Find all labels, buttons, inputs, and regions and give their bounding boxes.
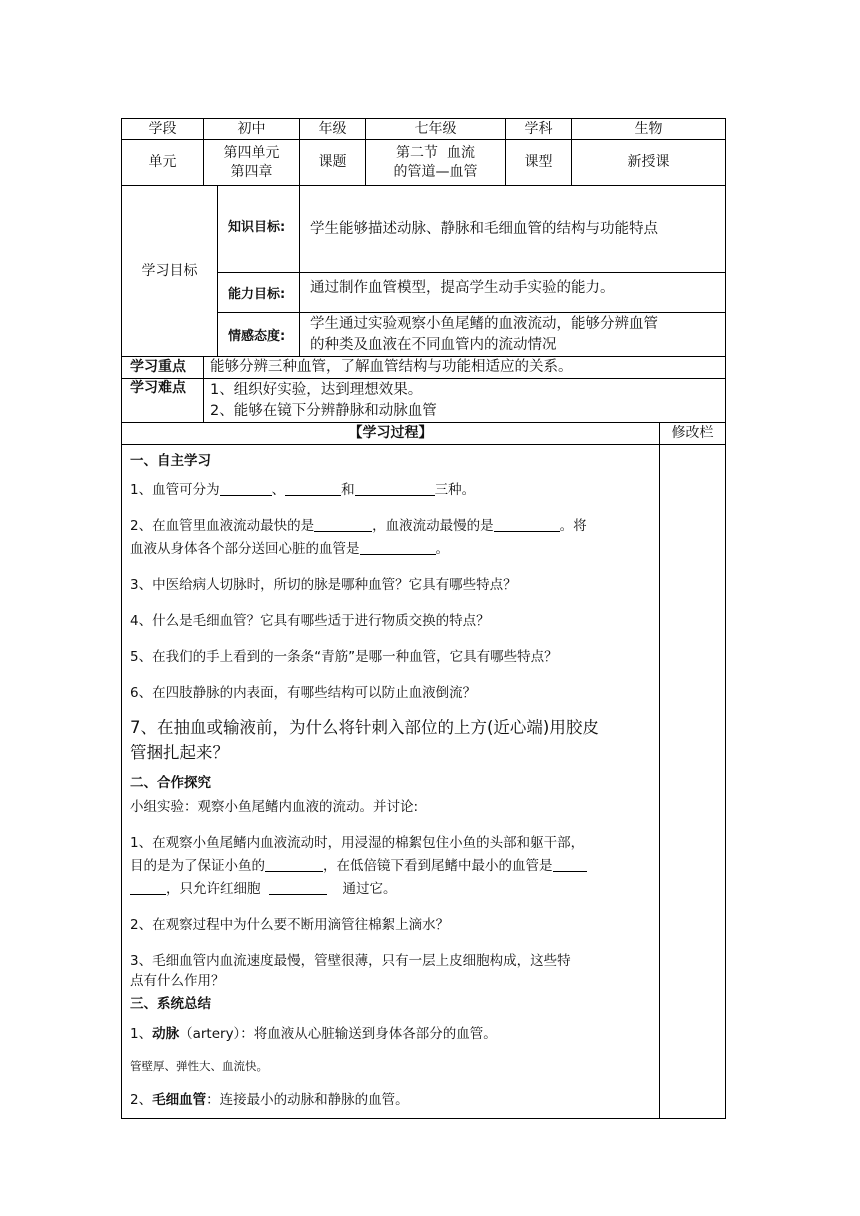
type-value: 新授课	[572, 140, 726, 186]
question-3: 3、中医给病人切脉时，所切的脉是哪种血管？它具有哪些特点？	[130, 577, 517, 593]
difficulty-label: 学习难点	[122, 379, 204, 423]
question-7-line-1: 7、在抽血或输液前，为什么将针刺入部位的上方(近心端)用胶皮	[130, 718, 599, 737]
focus-label: 学习重点	[122, 357, 204, 379]
unit-value	[204, 140, 300, 186]
topic-value-line-2: 的管道—血管	[393, 163, 478, 180]
section-cooperation-title: 二、合作探究	[130, 775, 211, 791]
group-experiment-intro: 小组实验：观察小鱼尾鳍内血液的流动。并讨论:	[130, 799, 419, 815]
cooperation-question-1: 1、在观察小鱼尾鳍内血液流动时，用浸湿的棉絮包住小鱼的头部和躯干部，	[130, 835, 585, 851]
difficulty-text	[204, 379, 726, 423]
section-self-study-title: 一、自主学习	[130, 453, 211, 469]
summary-artery: 1、动脉（artery）：将血液从心脏输送到身体各部分的血管。	[130, 1026, 497, 1042]
process-header: 【学习过程】	[122, 423, 660, 445]
revision-column	[660, 445, 726, 1119]
type-label: 课型	[506, 140, 572, 186]
cooperation-question-3: 3、毛细血管内血流速度最慢，管壁很薄，只有一层上皮细胞构成，这些特 点有什么作用？	[130, 953, 571, 989]
emotion-goal-text	[300, 313, 726, 357]
focus-row	[122, 357, 726, 379]
header-row-2	[122, 140, 726, 186]
difficulty-item-1: 1、组织好实验，达到理想效果。	[210, 381, 423, 398]
question-4: 4、什么是毛细血管？它具有哪些适于进行物质交换的特点？	[130, 613, 490, 629]
question-2: 2、在血管里血液流动最快的是 ，血液流动最慢的是 。将	[130, 518, 587, 534]
stage-label: 学段	[122, 119, 204, 140]
emotion-goal-line-1: 学生通过实验观察小鱼尾鳍的血液流动，能够分辨血管	[310, 315, 658, 332]
question-2-line-2: 血液从身体各个部分送回心脏的血管是 。	[130, 541, 449, 557]
difficulty-row	[122, 379, 726, 423]
question-7	[130, 715, 653, 765]
process-header-row	[122, 423, 726, 445]
unit-value-line-1: 第四单元	[223, 144, 280, 161]
cooperation-question-1-line-2: 目的是为了保证小鱼的 ，在低倍镜下看到尾鳍中最小的血管是	[130, 856, 653, 876]
question-1: 1、血管可分为 、 和 三种。	[130, 482, 476, 498]
subject-label: 学科	[506, 119, 572, 140]
stage-value: 初中	[204, 119, 300, 140]
question-7-line-2: 管捆扎起来？	[130, 743, 229, 762]
section-summary-title: 三、系统总结	[130, 996, 211, 1012]
unit-label: 单元	[122, 140, 204, 186]
lesson-plan-table	[121, 118, 726, 1119]
emotion-goal-line-2: 的种类及血液在不同血管内的流动情况	[310, 336, 557, 353]
goal-knowledge-row	[122, 186, 726, 273]
focus-text: 能够分辨三种血管，了解血管结构与功能相适应的关系。	[204, 357, 726, 379]
difficulty-item-2: 2、能够在镜下分辨静脉和动脉血管	[210, 402, 437, 419]
topic-value	[366, 140, 506, 186]
cooperation-question-2: 2、在观察过程中为什么要不断用滴管往棉絮上滴水？	[130, 917, 450, 933]
question-5: 5、在我们的手上看到的一条条“青筋”是哪一种血管，它具有哪些特点？	[130, 649, 558, 665]
emotion-goal-label: 情感态度:	[218, 313, 300, 357]
process-content	[122, 445, 660, 1119]
knowledge-goal-text: 学生能够描述动脉、静脉和毛细血管的结构与功能特点	[300, 186, 726, 273]
cooperation-question-1-line-3: ，只允许红细胞 通过它。	[130, 879, 653, 899]
grade-label: 年级	[300, 119, 366, 140]
revision-column-header: 修改栏	[660, 423, 726, 445]
knowledge-goal-label: 知识目标:	[218, 186, 300, 273]
ability-goal-text: 通过制作血管模型，提高学生动手实验的能力。	[300, 273, 726, 313]
goals-label: 学习目标	[122, 186, 218, 357]
topic-value-line-1: 第二节 血流	[396, 144, 475, 161]
summary-capillary: 2、毛细血管：连接最小的动脉和静脉的血管。	[130, 1092, 409, 1108]
topic-label: 课题	[300, 140, 366, 186]
unit-value-line-2: 第四章	[230, 163, 273, 180]
process-body-row	[122, 445, 726, 1119]
header-row-1	[122, 119, 726, 140]
summary-artery-detail: 管壁厚、弹性大、血流快。	[130, 1059, 268, 1073]
grade-value: 七年级	[366, 119, 506, 140]
ability-goal-label: 能力目标:	[218, 273, 300, 313]
subject-value: 生物	[572, 119, 726, 140]
question-6: 6、在四肢静脉的内表面，有哪些结构可以防止血液倒流？	[130, 685, 477, 701]
